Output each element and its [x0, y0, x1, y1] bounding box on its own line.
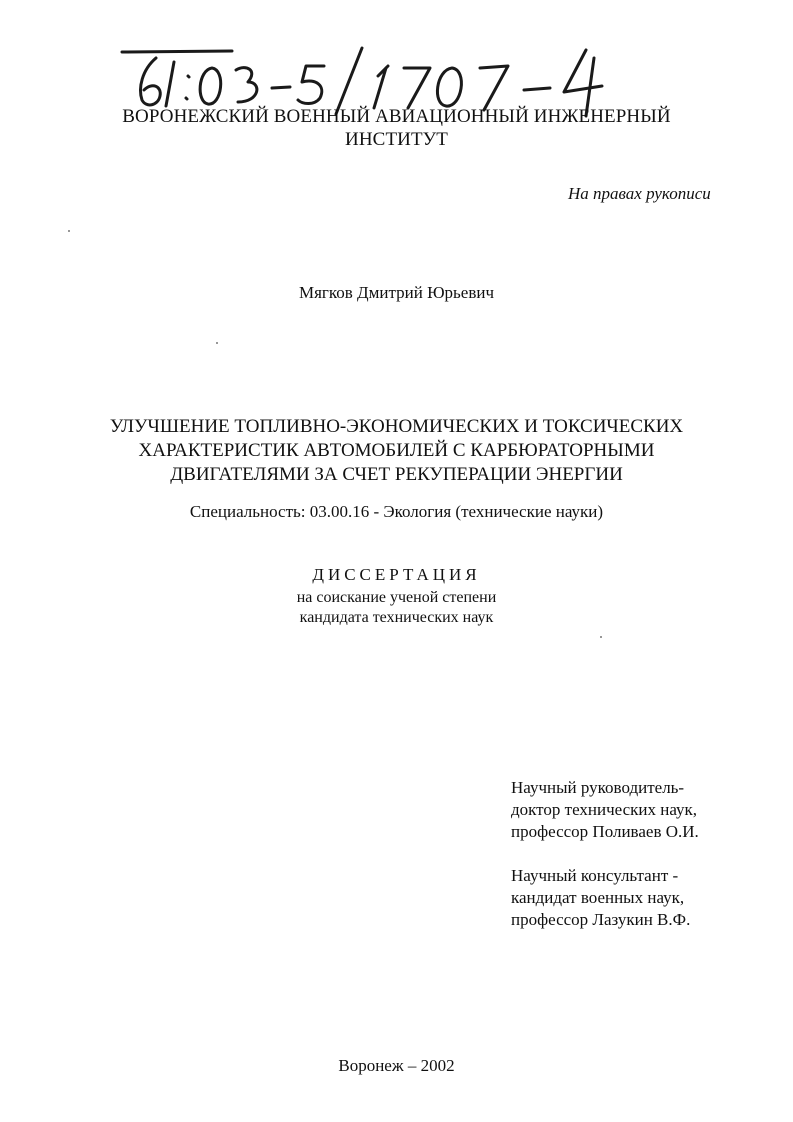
manuscript-rights-note: На правах рукописи — [568, 184, 711, 203]
thesis-title-line1: УЛУЧШЕНИЕ ТОПЛИВНО-ЭКОНОМИЧЕСКИХ И ТОКСИЧЕСКИХ — [109, 416, 684, 437]
supervisor-role: Научный руководитель- — [511, 778, 685, 797]
thesis-title-line2: ХАРАКТЕРИСТИК АВТОМОБИЛЕЙ С КАРБЮРАТОРНЫМИ — [138, 440, 655, 461]
supervisor-name: профессор Поливаев О.И. — [511, 822, 699, 841]
dissertation-heading: ДИССЕРТАЦИЯ — [312, 565, 481, 584]
supervisor-block — [511, 777, 699, 843]
thesis-title-line3: ДВИГАТЕЛЯМИ ЗА СЧЕТ РЕКУПЕРАЦИИ ЭНЕРГИИ — [170, 464, 623, 485]
institute-name-line2: ИНСТИТУТ — [345, 129, 448, 150]
author-name: Мягков Дмитрий Юрьевич — [298, 283, 495, 302]
consultant-block — [511, 865, 690, 931]
consultant-name: профессор Лазукин В.Ф. — [511, 910, 691, 929]
consultant-degree: кандидат военных наук, — [511, 888, 685, 907]
specialty: Специальность: 03.00.16 - Экология (технические науки) — [189, 502, 604, 521]
scan-speck — [216, 342, 218, 344]
consultant-role: Научный консультант - — [511, 866, 679, 885]
degree-line2: кандидата технических наук — [299, 609, 494, 626]
scan-speck — [68, 230, 70, 232]
supervisor-degree: доктор технических наук, — [511, 800, 698, 819]
institute-name-line1: ВОРОНЕЖСКИЙ ВОЕННЫЙ АВИАЦИОННЫЙ ИНЖЕНЕРНЫЙ — [122, 106, 671, 127]
city-year: Воронеж – 2002 — [338, 1056, 455, 1075]
scan-speck — [600, 636, 602, 638]
degree-line1: на соискание ученой степени — [296, 589, 497, 606]
